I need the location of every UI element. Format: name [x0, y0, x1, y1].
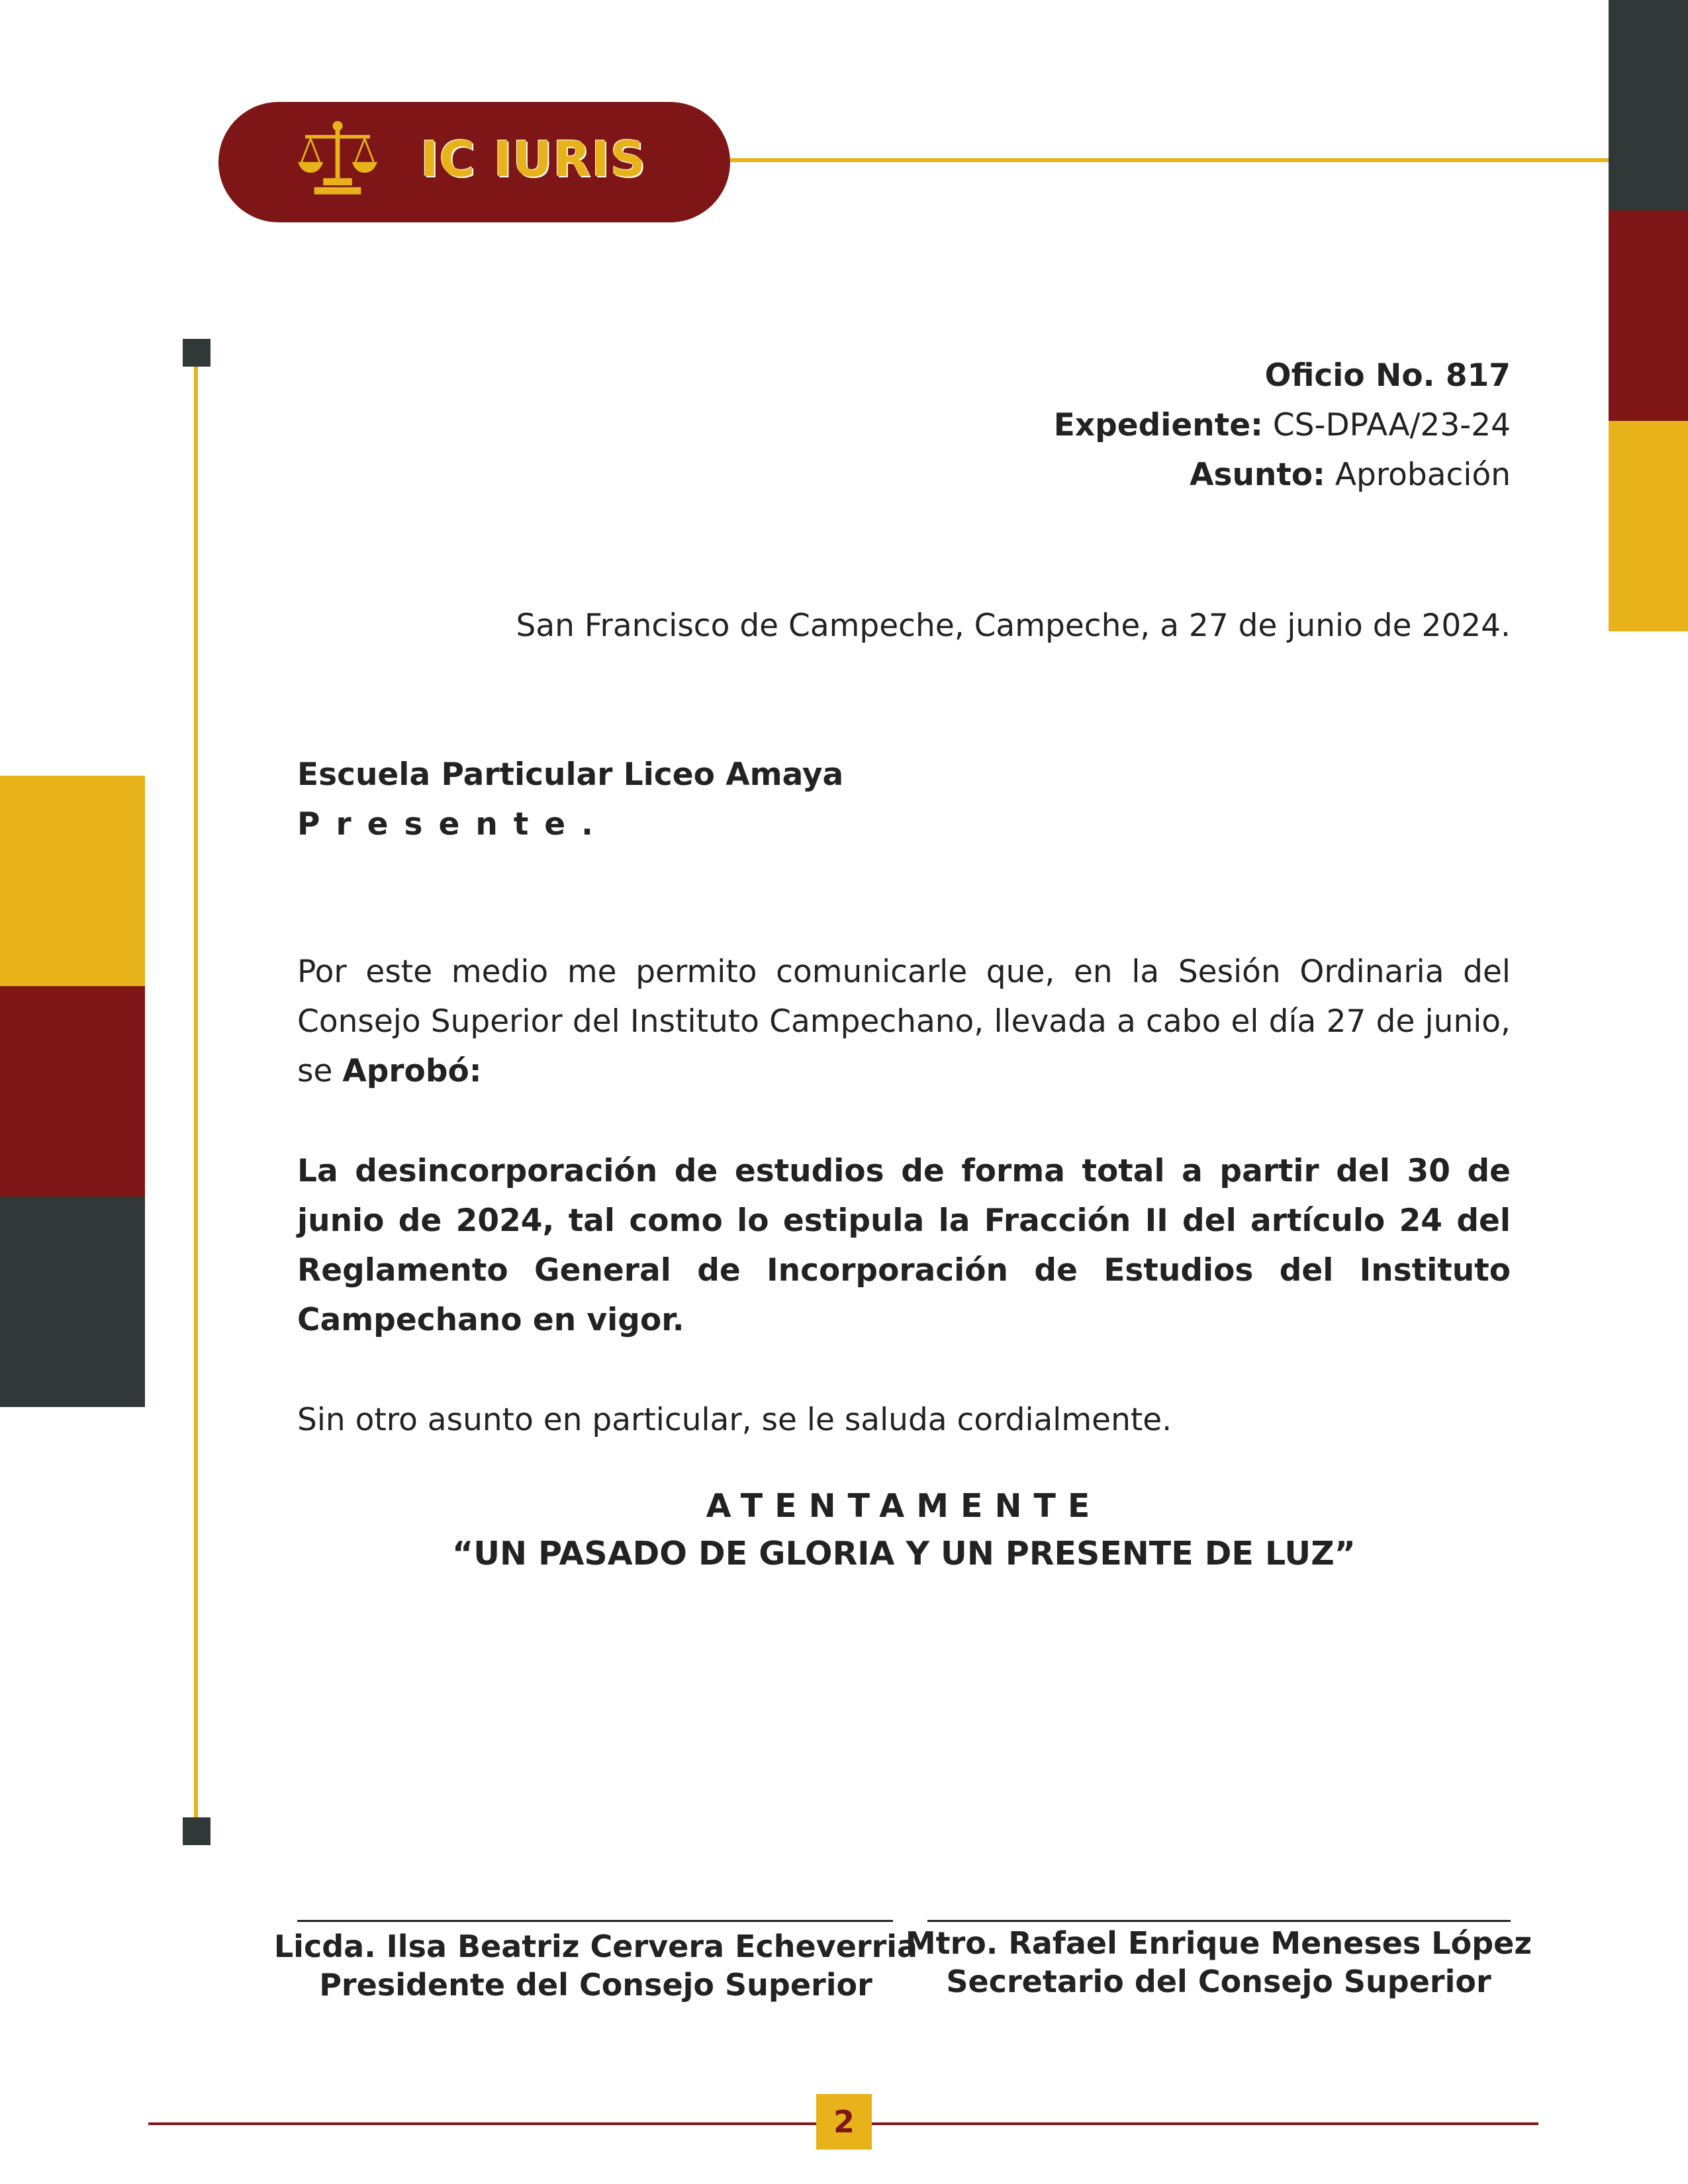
right-strip-charcoal: [1609, 0, 1688, 210]
signatory-name: Mtro. Rafael Enrique Meneses López: [905, 1925, 1532, 1961]
signature-line-1: [297, 1920, 893, 1922]
resolution-paragraph: La desincorporación de estudios de forma total a partir del 30 de junio de 2024, tal como lo estipula la Fracción II del artículo 24 del Reglamento General de Incorporación de Estudios del Instituto Campechano en vigor.: [297, 1153, 1511, 1338]
left-strip-charcoal: [0, 1197, 145, 1407]
addressee-name: Escuela Particular Liceo Amaya: [297, 756, 844, 793]
guide-square-bottom: [183, 1817, 211, 1845]
scales-of-justice-icon: [293, 115, 383, 205]
logo-badge: [218, 102, 730, 222]
closing-title: ATENTAMENTE: [706, 1487, 1102, 1525]
asunto-line: [297, 450, 1511, 500]
right-strip-maroon: [1609, 210, 1688, 421]
closing-motto: “UN PASADO DE GLORIA Y UN PRESENTE DE LUZ”: [452, 1535, 1356, 1572]
header-rule: [730, 158, 1609, 162]
oficio-number: Oficio No. 817: [1264, 357, 1511, 394]
signature-line-2: [927, 1920, 1511, 1922]
left-strip-maroon: [0, 986, 145, 1197]
expediente-value: CS-DPAA/23-24: [1272, 407, 1511, 443]
farewell-text: Sin otro asunto en particular, se le saluda cordialmente.: [297, 1402, 1172, 1438]
body-paragraph: [297, 947, 1511, 1096]
signature-block-secretary: [888, 1924, 1550, 2001]
logo-text: IC IURIS: [420, 131, 647, 188]
right-strip-gold: [1609, 421, 1688, 631]
expediente-line: [297, 400, 1511, 450]
place-date: San Francisco de Campeche, Campeche, a 27 de junio de 2024.: [516, 608, 1511, 644]
addressee-presente: Presente.: [297, 806, 610, 842]
signatory-role: Secretario del Consejo Superior: [946, 1964, 1491, 1999]
asunto-value: Aprobación: [1335, 457, 1511, 493]
vertical-guide-line: [194, 364, 198, 1827]
guide-square-top: [183, 339, 211, 367]
left-strip-gold: [0, 776, 145, 986]
approved-label: Aprobó:: [342, 1053, 482, 1089]
asunto-label: Asunto:: [1190, 457, 1325, 493]
body-text: Por este medio me permito comunicarle que, en la Sesión Ordinaria del Consejo Superior del Instituto Campechano, llevada a cabo el día 27 de junio, se: [297, 954, 1511, 1089]
signatory-role: Presidente del Consejo Superior: [319, 1967, 872, 2003]
expediente-label: Expediente:: [1053, 407, 1263, 443]
reference-block: [297, 351, 1511, 500]
page-number: 2: [816, 2094, 872, 2150]
signatory-name: Licda. Ilsa Beatriz Cervera Echeverria: [273, 1929, 918, 1964]
signature-block-president: [265, 1927, 927, 2004]
